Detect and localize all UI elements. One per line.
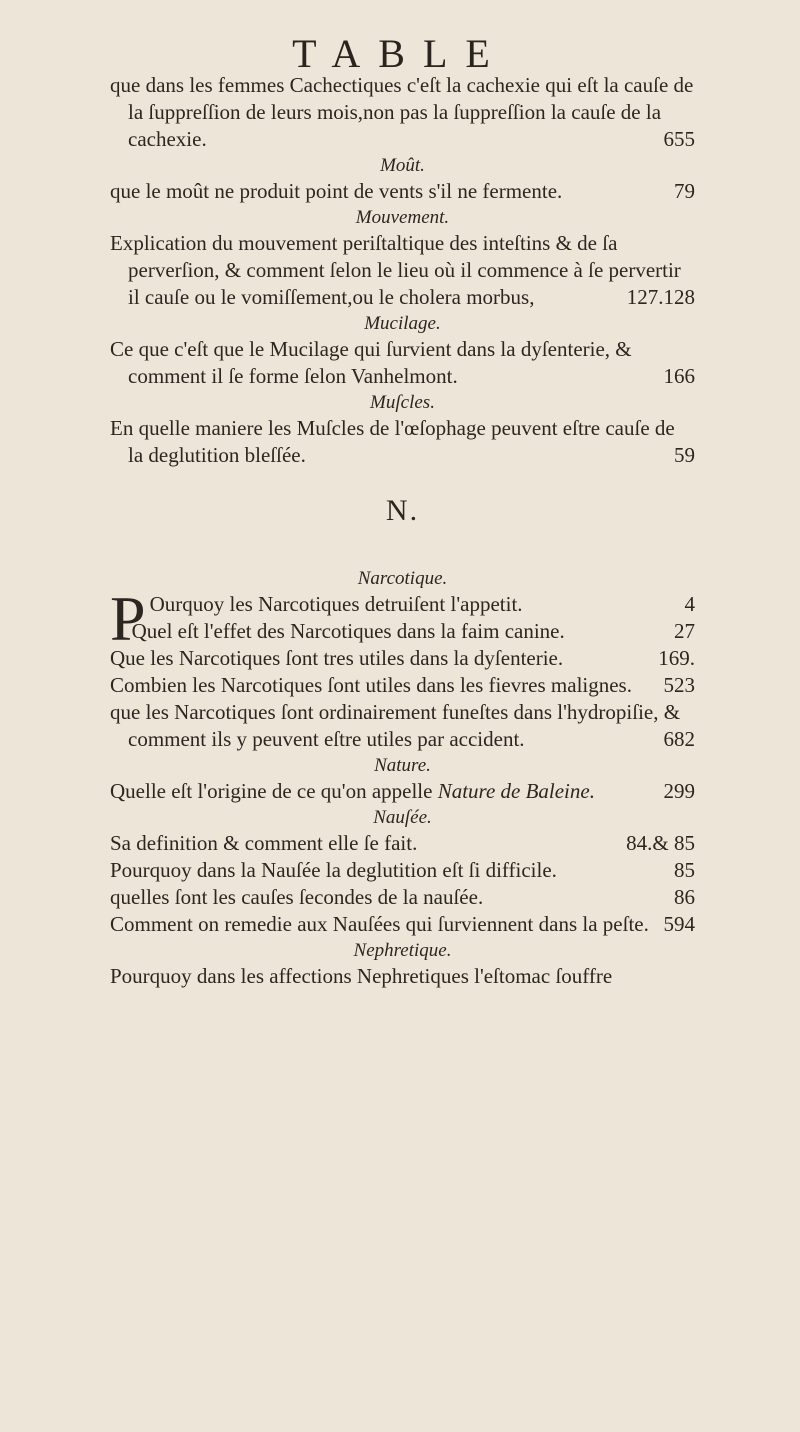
index-entry [110,911,695,938]
index-heading: Nephretique. [353,940,452,961]
page-number: 85 [674,858,695,882]
index-heading: Mucilage. [364,313,441,334]
index-heading: Moût. [380,155,425,176]
entry-text: Ourquoy les Narcotiques detruiſent l'appetit. [149,592,523,616]
page-number: 655 [663,127,695,151]
index-entry [110,72,695,153]
index-heading: Mouvement. [355,207,450,228]
index-content [110,72,695,990]
section-letter: N. [385,494,420,527]
entry-text: Explication du mouvement periſtaltique des inteſtins & de ſa perverſion, & comment ſelon le lieu où il commence à ſe pervertir il cauſe ou le vomiſſement,ou le cholera morbus, [110,231,681,309]
entry-text: En quelle maniere les Muſcles de l'œſophage peuvent eſtre cauſe de la deglutition bleſſée. [110,416,675,467]
entry-text: Quel eſt l'effet des Narcotiques dans la faim canine. [131,619,565,643]
page-number: 59 [674,443,695,467]
entry-text: Sa definition & comment elle ſe fait. [110,831,418,855]
index-entry [110,884,695,911]
page-number: 27 [674,619,695,643]
page-number: 166 [663,364,695,388]
drop-cap: P [110,583,146,654]
page-header: TABLE [292,31,508,76]
index-entry [110,645,695,672]
entry-text: Pourquoy dans la Nauſée la deglutition eſt ſi difficile. [110,858,557,882]
index-entry [110,857,695,884]
page-number: 79 [674,179,695,203]
page-number: 86 [674,885,695,909]
index-entry [110,415,695,469]
entry-text: Quelle eſt l'origine de ce qu'on appelle [110,779,438,803]
entry-text: que dans les femmes Cachectiques c'eſt la cachexie qui eſt la cauſe de la ſuppreſſion de leurs mois,non pas la ſuppreſſion la cauſe de la cachexie. [110,73,694,151]
index-entry [110,618,695,645]
index-heading: Narcotique. [357,568,448,589]
index-entry [110,830,695,857]
index-entry [110,778,695,805]
entry-text: Pourquoy dans les affections Nephretiques l'eſtomac ſouffre [110,964,613,988]
page-number: 127.128 [626,285,695,309]
entry-text: Ce que c'eſt que le Mucilage qui ſurvient dans la dyſenterie, & comment il ſe forme ſelon Vanhelmont. [110,337,632,388]
index-heading: Nature. [374,755,431,776]
entry-text: que les Narcotiques ſont ordinairement funeſtes dans l'hydropiſie, & comment ils y peuvent eſtre utiles par accident. [110,700,681,751]
index-entry [110,699,695,753]
index-entry [110,178,695,205]
page-number: 594 [663,912,695,936]
entry-text: Que les Narcotiques ſont tres utiles dans la dyſenterie. [110,646,564,670]
index-entry [110,230,695,311]
index-entry [110,336,695,390]
index-entry [110,963,695,990]
index-entry [110,672,695,699]
entry-text: que le moût ne produit point de vents s'il ne fermente. [110,179,563,203]
page-number: 299 [663,779,695,803]
page-number: 169. [658,646,695,670]
page-number: 4 [684,592,695,616]
entry-text: quelles ſont les cauſes ſecondes de la nauſée. [110,885,484,909]
entry-text: Combien les Narcotiques ſont utiles dans les fievres malignes. [110,673,632,697]
entry-text: Comment on remedie aux Nauſées qui ſurviennent dans la peſte. [110,912,649,936]
index-heading: Muſcles. [370,392,435,413]
page-number: 682 [663,727,695,751]
index-heading: Nauſée. [373,807,432,828]
page-number: 84.& 85 [626,831,695,855]
entry-italic-text: Nature de Baleine. [437,779,595,803]
page-number: 523 [663,673,695,697]
